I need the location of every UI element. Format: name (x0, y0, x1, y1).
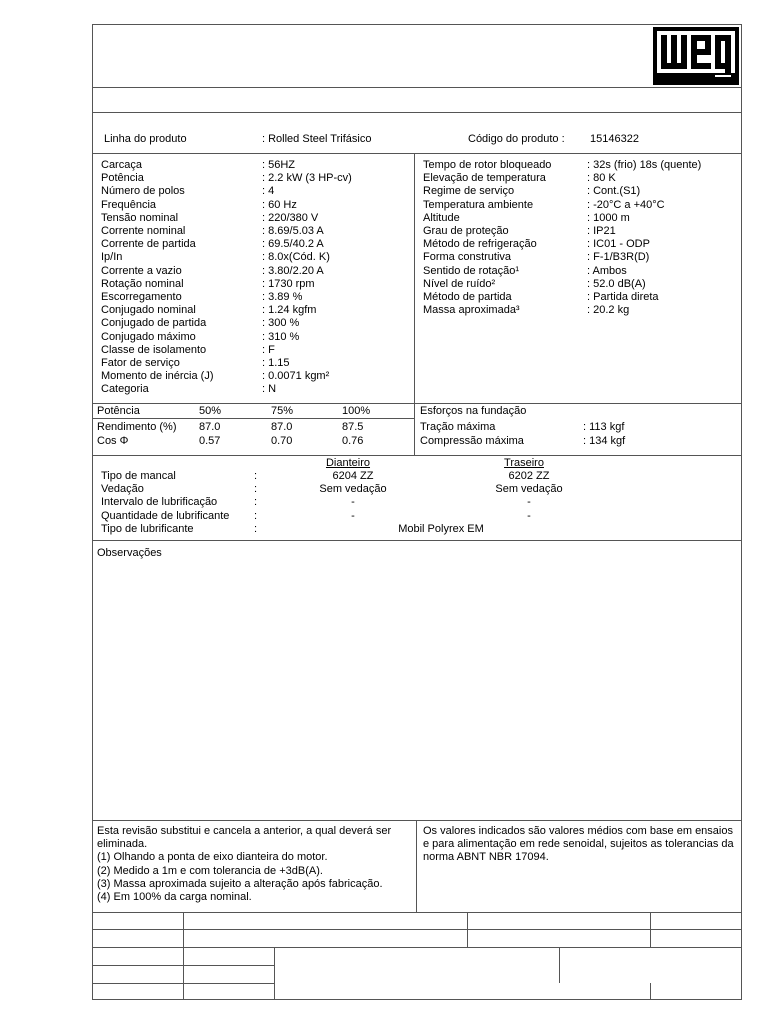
header-divider (92, 87, 742, 88)
spec-left-label: Fator de serviço (101, 357, 180, 369)
bearing-row-label: Vedação (101, 483, 144, 496)
bearing-row-rear: Sem vedação (495, 483, 563, 496)
cosphi-50: 0.57 (199, 435, 221, 447)
spec-right-label: Método de partida (423, 291, 512, 303)
spec-right-value: : IP21 (587, 225, 616, 237)
spec-left-label: Conjugado de partida (101, 317, 207, 330)
spec-left-value: : 56HZ (262, 159, 296, 171)
spec-right-value: : F-1/B3R(D) (587, 251, 650, 264)
bearings-top-divider (92, 455, 742, 456)
spec-left-label: Frequência (101, 198, 157, 211)
notes-column-divider (416, 820, 417, 912)
rendimento-100: 87.5 (342, 421, 364, 433)
spec-right-label: Método de refrigeração (423, 238, 537, 251)
spec-left-label: Corrente de partida (101, 238, 196, 251)
spec-right-label: Sentido de rotação¹ (423, 264, 520, 277)
lubrificante-sep: : (254, 523, 258, 535)
bearing-row-rear: 6202 ZZ (508, 470, 550, 482)
spec-left-value: : 1730 rpm (262, 277, 315, 290)
spec-left-label: Corrente nominal (101, 225, 186, 237)
bearing-row-label: Quantidade de lubrificante (101, 509, 230, 522)
performance-header-label: Potência (97, 405, 140, 417)
spec-left-value: : 1.15 (262, 357, 290, 369)
compressao-value: : 134 kgf (583, 435, 626, 447)
performance-header-50: 50% (199, 405, 222, 417)
traseiro-header: Traseiro (504, 457, 544, 469)
spec-right-value: : Partida direta (587, 291, 659, 303)
spec-left-value: : 3.89 % (262, 291, 303, 303)
bearing-row-label: Tipo de mancal (101, 470, 176, 482)
spec-right-value: : 1000 m (587, 211, 630, 224)
cosphi-75: 0.70 (271, 435, 293, 447)
spec-right-value: : -20°C a +40°C (587, 198, 665, 211)
note-revisao: Esta revisão substitui e cancela a anterior, a qual deverá ser eliminada. (97, 825, 392, 851)
performance-header-75: 75% (271, 405, 294, 417)
footer-grid-col-5 (559, 947, 560, 983)
lubrificante-label: Tipo de lubrificante (101, 523, 194, 535)
spec-left-value: : 310 % (262, 330, 300, 343)
dianteiro-header: Dianteiro (325, 457, 371, 469)
notes-right: Os valores indicados são valores médios com base em ensaios e para alimentação em rede senoidal, sujeitos as tolerancias da norma ABNT NBR 17094. (423, 825, 734, 864)
performance-header-100: 100% (342, 405, 371, 417)
note-1: (1) Olhando a ponta de eixo dianteira do motor. (97, 851, 328, 864)
bearing-row-sep: : (254, 470, 258, 482)
note-3: (3) Massa aproximada sujeito a alteração após fabricação. (97, 877, 383, 890)
spec-right-label: Tempo de rotor bloqueado (423, 159, 552, 171)
fundacao-title: Esforços na fundação (420, 405, 527, 417)
bearing-row-sep: : (254, 509, 258, 522)
compressao-label: Compressão máxima (420, 435, 524, 447)
header-divider-2 (92, 112, 742, 113)
cosphi-label: Cos Φ (97, 435, 129, 447)
footer-grid-col-1 (183, 912, 184, 1000)
bearing-row-sep: : (254, 483, 258, 496)
spec-right-value: : 52.0 dB(A) (587, 277, 646, 290)
spec-left-label: Ip/In (101, 251, 123, 264)
spec-left-value: : 8.69/5.03 A (262, 225, 324, 237)
spec-right-label: Elevação de temperatura (423, 172, 546, 185)
footer-grid-line-3 (92, 947, 742, 948)
spec-left-label: Conjugado máximo (101, 330, 196, 343)
spec-left-label: Carcaça (101, 159, 142, 171)
spec-right-label: Temperatura ambiente (423, 198, 534, 211)
spec-left-value: : F (262, 343, 275, 356)
note-4: (4) Em 100% da carga nominal. (97, 891, 252, 904)
spec-right-value: : Cont.(S1) (587, 185, 641, 198)
bearing-row-rear: - (527, 509, 531, 522)
observacoes-top-divider (92, 540, 742, 541)
spec-left-value: : 3.80/2.20 A (262, 264, 324, 277)
spec-left-value: : 1.24 kgfm (262, 304, 317, 317)
footer-grid-col-3 (467, 912, 468, 947)
rendimento-label: Rendimento (%) (97, 421, 177, 433)
spec-left-label: Potência (101, 172, 144, 185)
codigo-value: 15146322 (590, 133, 639, 145)
bearing-row-front: Sem vedação (319, 483, 387, 496)
codigo-label: Código do produto : (468, 133, 565, 145)
spec-left-label: Conjugado nominal (101, 304, 196, 317)
spec-left-label: Número de polos (101, 185, 185, 198)
spec-right-value: : 32s (frio) 18s (quente) (587, 159, 702, 171)
footer-grid-line-2 (92, 929, 742, 930)
tracao-label: Tração máxima (420, 421, 496, 433)
footer-grid-col-4 (650, 912, 651, 947)
spec-right-label: Grau de proteção (423, 225, 509, 237)
cosphi-100: 0.76 (342, 435, 364, 447)
bearing-row-front: - (351, 509, 355, 522)
spec-right-label: Altitude (423, 211, 460, 224)
spec-left-label: Escorregamento (101, 291, 182, 303)
linha-value: : Rolled Steel Trifásico (262, 133, 372, 145)
spec-right-value: : 80 K (587, 172, 616, 185)
specs-column-divider (414, 153, 415, 403)
spec-right-value: : Ambos (587, 264, 627, 277)
footer-grid-col-6 (650, 983, 651, 1000)
spec-left-label: Momento de inércia (J) (101, 370, 214, 383)
spec-left-label: Tensão nominal (101, 211, 179, 224)
performance-column-divider (414, 403, 415, 455)
spec-right-label: Nível de ruído² (423, 277, 496, 290)
spec-left-label: Corrente a vazio (101, 264, 182, 277)
spec-left-value: : 8.0x(Cód. K) (262, 251, 330, 264)
notes-left (97, 825, 411, 904)
bearing-row-label: Intervalo de lubrificação (101, 496, 218, 509)
bearing-row-rear: - (527, 496, 531, 509)
spec-left-label: Categoria (101, 383, 149, 396)
footer-grid-line-1 (92, 912, 742, 913)
bearing-row-front: 6204 ZZ (332, 470, 374, 482)
spec-left-value: : 4 (262, 185, 275, 198)
spec-left-label: Classe de isolamento (101, 343, 207, 356)
footer-grid-col-2 (274, 947, 275, 1000)
rendimento-50: 87.0 (199, 421, 221, 433)
bearing-row-sep: : (254, 496, 258, 509)
spec-left-value: : 2.2 kW (3 HP-cv) (262, 172, 352, 185)
spec-left-value: : 60 Hz (262, 198, 297, 211)
spec-right-label: Massa aproximada³ (423, 304, 520, 317)
spec-right-value: : 20.2 kg (587, 304, 630, 317)
weg-logo (653, 27, 739, 85)
spec-right-value: : IC01 - ODP (587, 238, 650, 251)
performance-top-divider (92, 403, 742, 404)
spec-right-label: Forma construtiva (423, 251, 512, 264)
lubrificante-value: Mobil Polyrex EM (398, 523, 484, 535)
tracao-value: : 113 kgf (583, 421, 625, 433)
linha-label: Linha do produto (104, 133, 187, 145)
spec-right-label: Regime de serviço (423, 185, 515, 198)
notes-top-divider (92, 820, 742, 821)
note-2: (2) Medido a 1m e com tolerancia de +3dB(A). (97, 864, 323, 877)
spec-left-value: : 300 % (262, 317, 300, 330)
spec-left-value: : 0.0071 kgm² (262, 370, 330, 383)
bearing-row-front: - (351, 496, 355, 509)
spec-left-label: Rotação nominal (101, 277, 184, 290)
spec-left-value: : 69.5/40.2 A (262, 238, 324, 251)
rendimento-75: 87.0 (271, 421, 293, 433)
spec-left-value: : N (262, 383, 277, 396)
spec-left-value: : 220/380 V (262, 211, 319, 224)
observacoes-label: Observações (97, 547, 162, 559)
performance-header-divider (92, 418, 414, 419)
specs-top-divider (92, 153, 742, 154)
